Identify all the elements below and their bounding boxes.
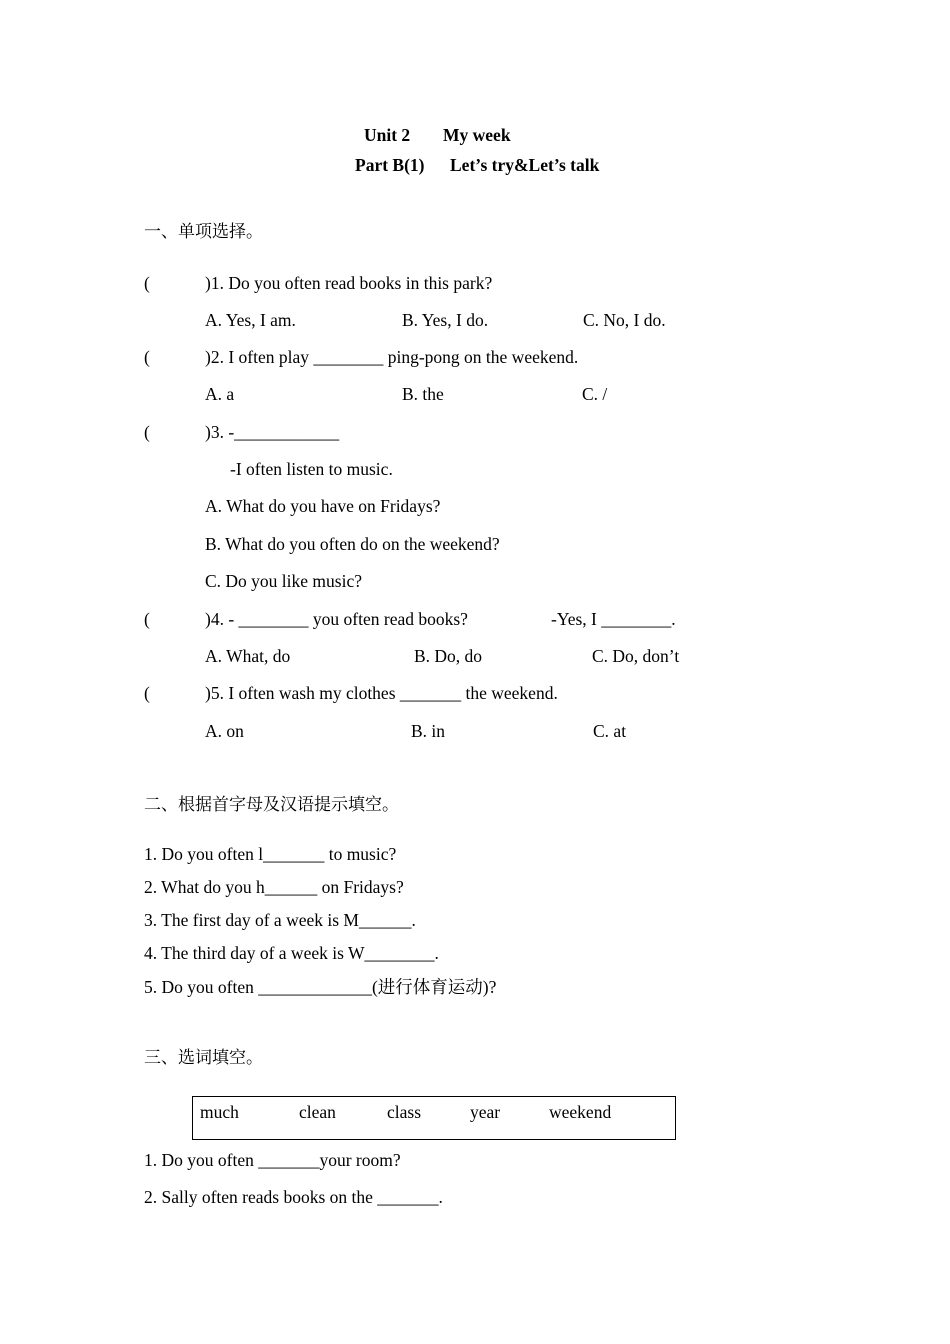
q4-paren: (	[144, 609, 150, 629]
q5-option-a: A. on	[205, 721, 244, 741]
q1-option-a: A. Yes, I am.	[205, 310, 296, 330]
q3-paren: (	[144, 422, 150, 442]
q5-option-c: C. at	[593, 721, 627, 741]
section1-heading: 一、单项选择。	[144, 222, 263, 242]
word-bank-word: clean	[299, 1102, 336, 1122]
q3-reply: -I often listen to music.	[230, 459, 393, 479]
fill-item-1: 1. Do you often l_______ to music?	[144, 844, 397, 864]
fill-item-2: 2. What do you h______ on Fridays?	[144, 877, 404, 897]
fill-item-3: 3. The first day of a week is M______.	[144, 910, 416, 930]
q3-option-b: B. What do you often do on the weekend?	[205, 534, 500, 554]
word-bank-word: year	[470, 1102, 501, 1122]
part-subtitle: Let’s try&Let’s talk	[450, 155, 600, 175]
part-label: Part B(1)	[355, 155, 425, 175]
word-bank-word: class	[387, 1102, 422, 1122]
q4-reply: -Yes, I ________.	[551, 609, 676, 629]
q4-text: )4. - ________ you often read books?	[205, 609, 468, 629]
q5-paren: (	[144, 683, 150, 703]
q2-option-b: B. the	[402, 384, 444, 404]
q2-paren: (	[144, 347, 150, 367]
unit-label: Unit 2	[364, 125, 411, 145]
choose-item-1: 1. Do you often _______your room?	[144, 1150, 401, 1170]
q2-text: )2. I often play ________ ping-pong on the weekend.	[205, 347, 579, 367]
q1-paren: (	[144, 273, 150, 293]
q5-option-b: B. in	[411, 721, 446, 741]
section2-heading: 二、根据首字母及汉语提示填空。	[144, 795, 399, 815]
q5-text: )5. I often wash my clothes _______ the weekend.	[205, 683, 558, 703]
q4-option-a: A. What, do	[205, 646, 291, 666]
unit-topic: My week	[443, 125, 511, 145]
fill-item-5: 5. Do you often _____________(进行体育运动)?	[144, 977, 497, 997]
choose-item-2: 2. Sally often reads books on the _______.	[144, 1187, 443, 1207]
q2-option-c: C. /	[582, 384, 608, 404]
q1-option-c: C. No, I do.	[583, 310, 666, 330]
q1-text: )1. Do you often read books in this park?	[205, 273, 493, 293]
q3-option-a: A. What do you have on Fridays?	[205, 496, 441, 516]
word-bank-word: weekend	[549, 1102, 612, 1122]
q4-option-c: C. Do, don’t	[592, 646, 680, 666]
q2-option-a: A. a	[205, 384, 235, 404]
q3-text: )3. -____________	[205, 422, 340, 442]
word-bank-word: much	[200, 1102, 239, 1122]
section3-heading: 三、选词填空。	[144, 1048, 263, 1068]
q4-option-b: B. Do, do	[414, 646, 483, 666]
fill-item-4: 4. The third day of a week is W________.	[144, 943, 439, 963]
q3-option-c: C. Do you like music?	[205, 571, 362, 591]
q1-option-b: B. Yes, I do.	[402, 310, 489, 330]
